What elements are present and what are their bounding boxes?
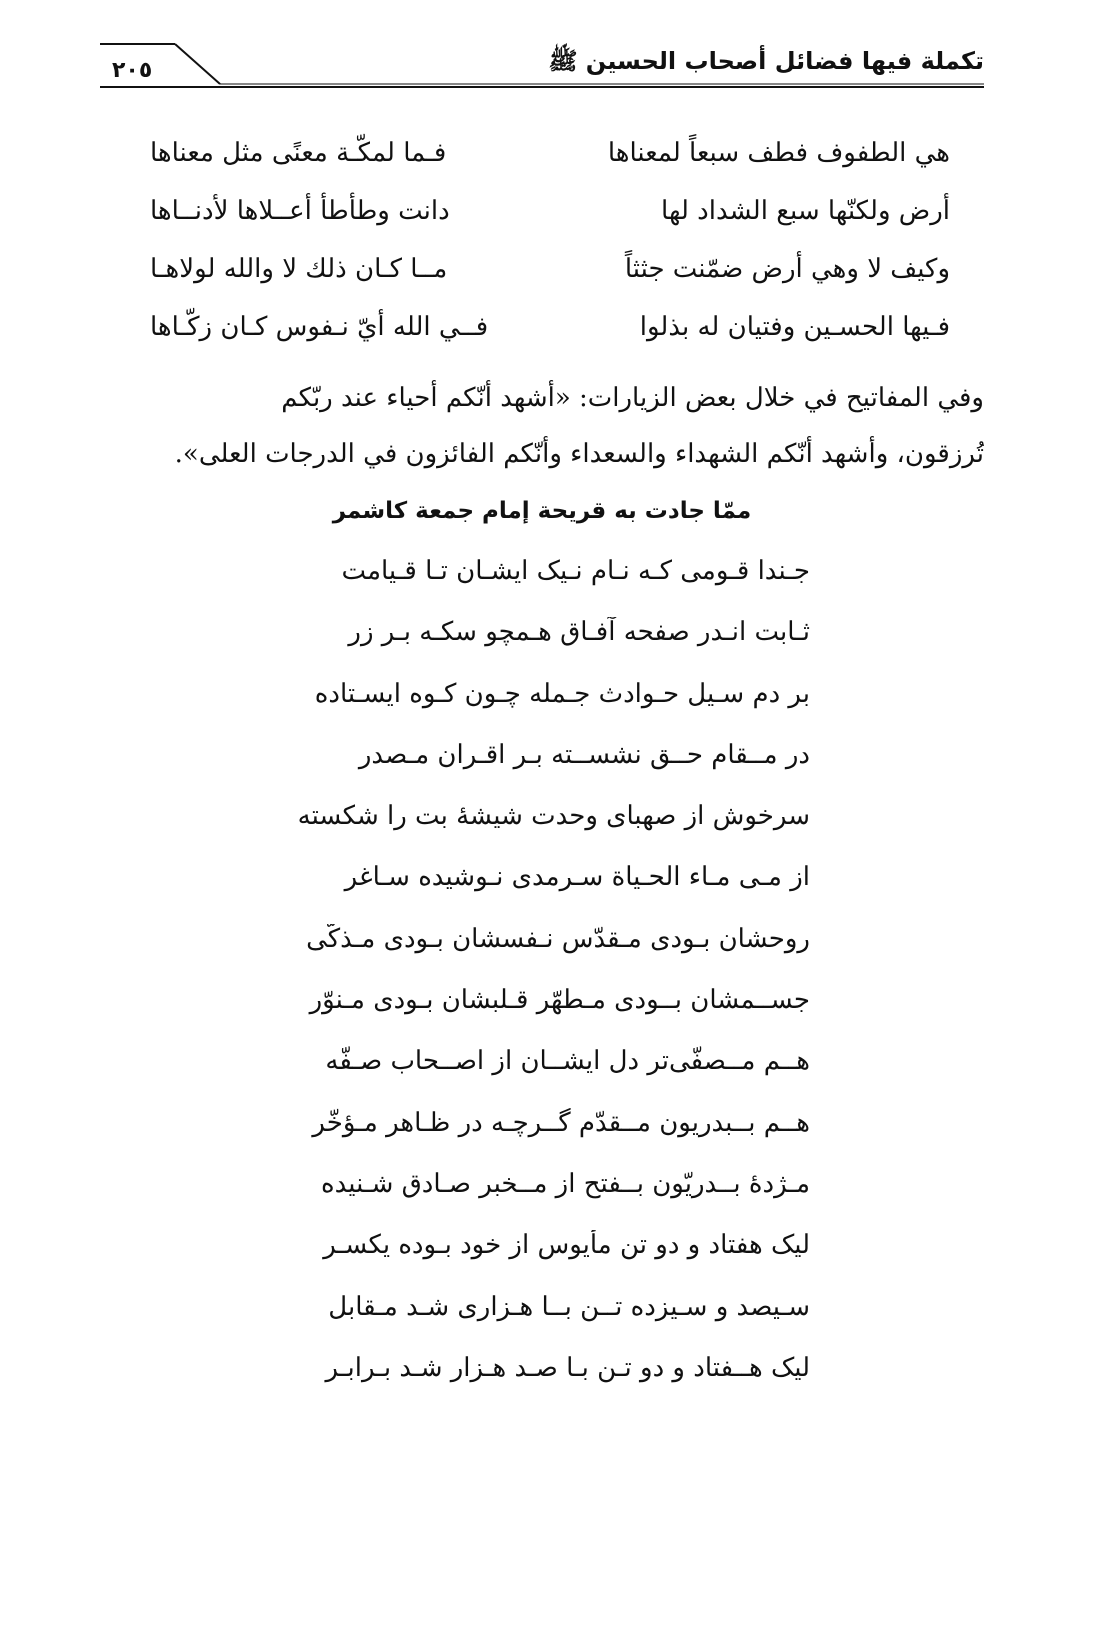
hemistich-second: فــي الله أيّ نـفوس كـان زكّـاها [150,312,489,342]
verse-line: در مــقام حــق نشســته بـر اقـران مـصدر [358,739,810,770]
couplet [150,138,950,196]
hemistich-first: أرض ولكنّها سبع الشداد لها [661,196,950,226]
header-title: تكملة فيها فضائل أصحاب الحسين ﷺ [548,47,984,75]
page-number: ٢٠٥ [112,58,153,83]
running-header [100,40,984,100]
verse-line: سرخوش از صهباى وحدت شيشهٔ بت را شكسته [297,801,810,832]
verse-line: هــم مــصفّى‌تر دل ايشــان از اصــحاب صـفّه [325,1046,810,1077]
hemistich-second: مــا كـان ذلك لا والله لولاهـا [150,254,448,284]
verse-line: هــم بــبدريون مــقدّم گــرچـه در ظـاهر مـؤخّر [312,1107,810,1138]
hemistich-first: فـيها الحسـين وفتيان له بذلوا [639,312,950,342]
section-heading: ممّا جادت به قريحة إمام جمعة كاشمر [332,498,752,524]
hemistich-first: هي الطفوف فطف سبعاً لمعناها [607,138,950,168]
persian-poem [250,556,810,1414]
verse-line: بر دم سـيل حـوادث جـمله چـون كـوه ايسـتاده [314,678,810,709]
ziyarat-paragraph [100,370,984,482]
hemistich-first: وكيف لا وهي أرض ضمّنت جثثاً [624,254,950,284]
couplet [150,254,950,312]
verse-line: ثـابت انـدر صفحه آفـاق هـمچو سكـه بـر زر [348,617,810,648]
verse-line: ليک هــفتاد و دو تـن بـا صـد هـزار شـد بـرابـر [325,1352,810,1383]
verse-line: ليک هفتاد و دو تن مأيوس از خود بـوده يكسـر [323,1230,810,1261]
paragraph-line: تُرزقون، وأشهد أنّكم الشهداء والسعداء وأنّكم الفائزون في الدرجات العلى». [174,439,984,469]
couplet [150,196,950,254]
verse-line: جـندا قـومى كـه نـام نـيک ايشـان تـا قـيامت [341,556,810,586]
paragraph-line: وفي المفاتيح في خلال بعض الزيارات: «أشهد أنّكم أحياء عند ربّكم [281,383,984,413]
hemistich-second: دانت وطأطأ أعــلاها لأدنــاها [150,196,450,226]
couplet [150,312,950,370]
verse-line: روحشان بـودى مـقدّس نـفسشان بـودى مـذكّى [306,923,810,954]
verse-line: مـژدهٔ بــدريّون بــفتح از مــخبر صـادق شـنيده [320,1168,810,1199]
verse-line: از مـى مـاء الحـياة سـرمدى نـوشيده سـاغر [344,862,810,893]
verse-line: جســمشان بــودى مـطهّر قـلبشان بـودى مـنوّر [309,985,810,1016]
hemistich-second: فـما لمكّـة معنًى مثل معناها [150,138,447,168]
verse-line: سـيصد و سـيزده تــن بــا هـزارى شـد مـقابل [328,1291,810,1322]
arabic-poem [150,138,950,370]
